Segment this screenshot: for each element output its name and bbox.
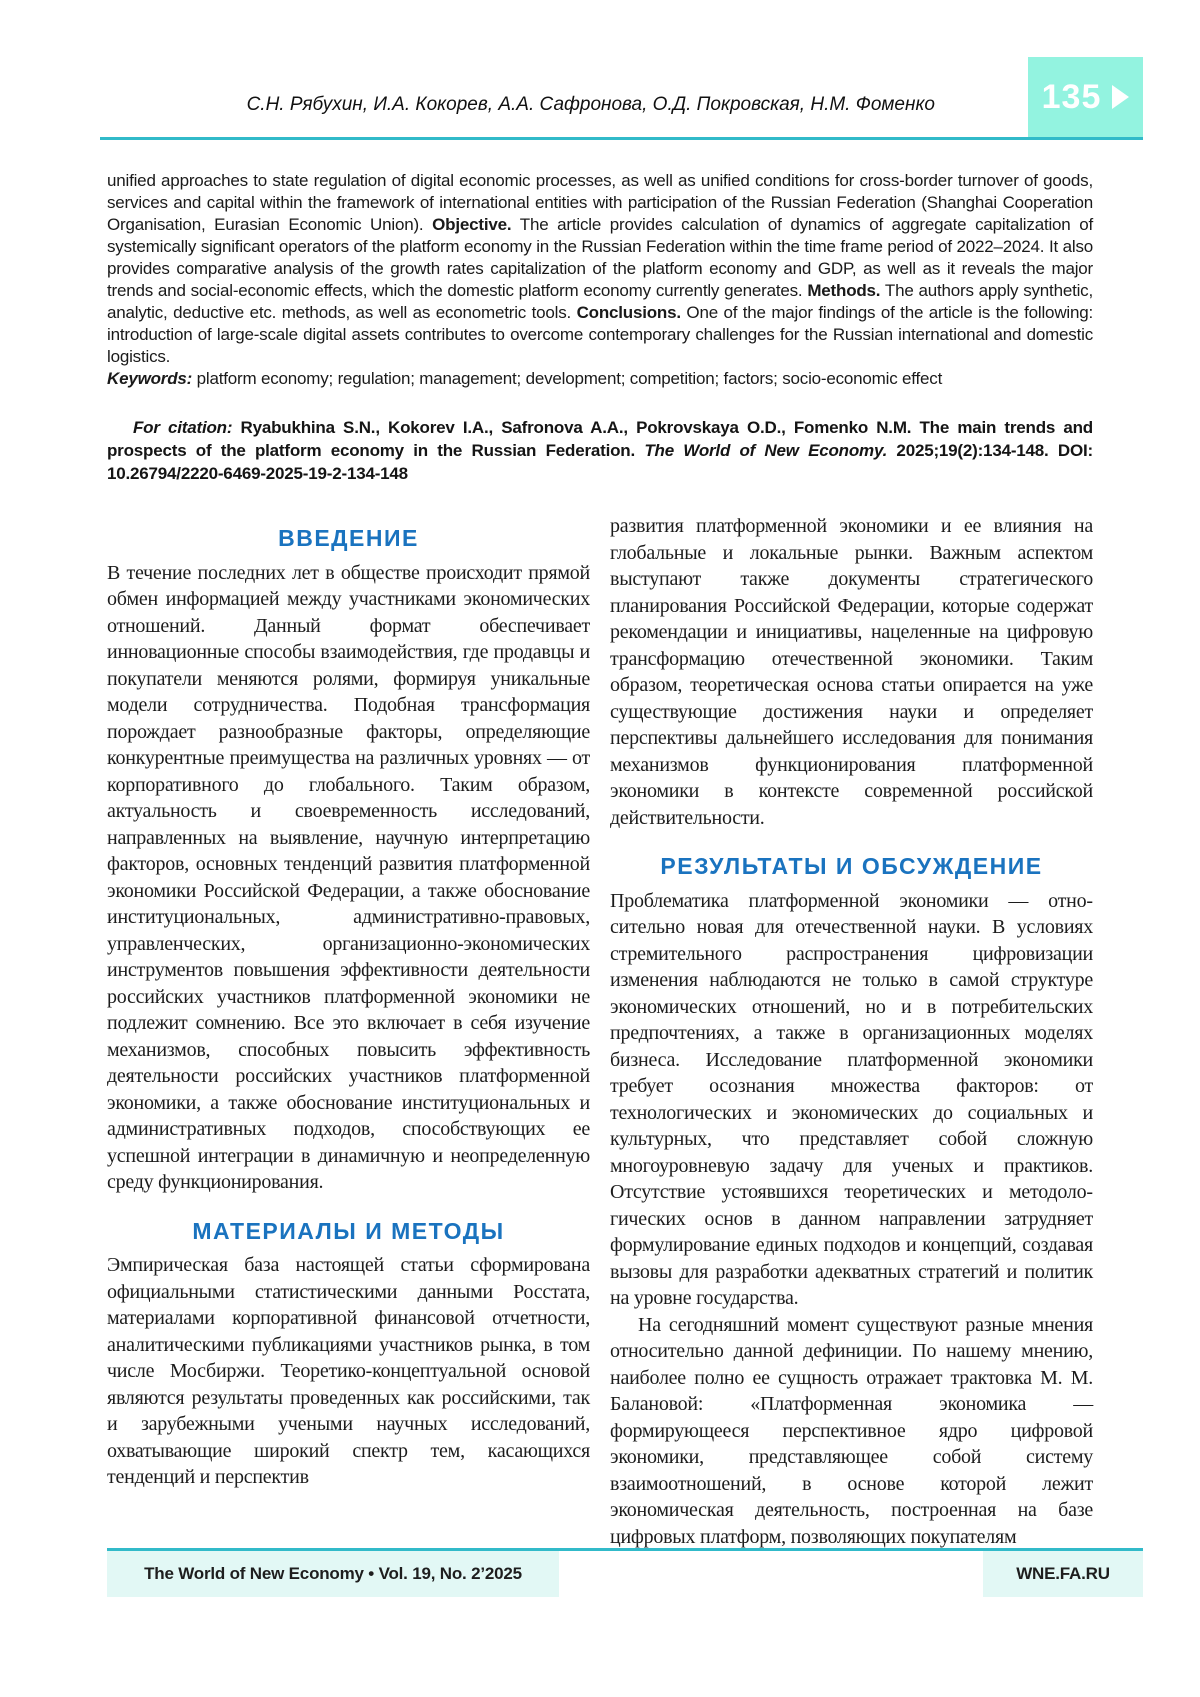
arrow-right-icon bbox=[1112, 85, 1129, 109]
right-column bbox=[610, 513, 1093, 1550]
intro-paragraph: В течение последних лет в обществе происходит прямой обмен информацией между участниками экономических отношений. Данный формат обеспечивает инновационные способы взаимодействия, где продавцы и покупатели меняются ролями, формируя уникальные модели сотрудничества. Подобная трансформация порождает разнообразные факторы, определяющие конкурентные преимущества на различных уровнях — от корпоративного до глобального. Таким образом, актуальность и своевременность исследований, направленных на выявление, научную интерпретацию факторов, основных тенденций развития платформенной экономики Российской Федерации, а также обоснование институциональных, административно-правовых, управленческих, организационно-экономических инструментов повышения эффективности деятельности российских участников платформенной экономики не подлежит сомнению. Все это включает в себя изучение механизмов, способных повысить эффективность деятельности российских участников платформенной экономики, а также обоснование институциональных и административных подходов, способствующих ее успешной интеграции в динамичную и неопределенную среду функционирования. bbox=[107, 561, 590, 1193]
continuation-paragraph: развития платформенной экономики и ее влияния на глобальные и локальные рынки. Важным аспектом выступают также документы стратегического планирования Российской Федерации, которые содержат рекомендации и инициативы, нацеленные на цифровую трансформацию отечественной экономики. Таким образом, теоретическая основа статьи опирается на уже существующие достижения науки и определяет перспективы дальнейшего исследования для понимания механизмов функционирования платформенной экономики в контексте современной российской действительности. bbox=[610, 515, 1093, 829]
page-number: 135 bbox=[1041, 77, 1102, 116]
conclusions-label: Conclusions. bbox=[576, 303, 681, 322]
methods-paragraph: Эмпирическая база настоящей статьи сформирована официальными статистическими данными Росстата, материалами корпоративной финансовой отчетности, аналитическими публикациями участников рынка, в том числе Мосбиржи. Теоретико-концептуальной основой являются результаты проведенных как российскими, так и зарубежными учеными научных исследований, охватывающие широкий спектр тем, касающихся тенденций и перспектив bbox=[107, 1254, 590, 1488]
results-paragraph: Проблематика платформенной экономики — относительно новая для отечественной науки. В условиях стремительного распространения цифровизации изменения наблюдаются не только в самой структуре экономических отношений, но и в потребительских предпочтениях, а также в организационных моделях бизнеса. Исследование платформенной экономики требует осознания множества факторов: от технологических и экономических до социальных и культурных, что представляет собой сложную многоуровневую задачу для ученых и практиков. Отсутствие устоявшихся теоретических и методологических основ в данном направлении затрудняет формулирование единых подходов и концепций, создавая вызовы для разработки адекватных стратегий и политик на уровне государства. bbox=[610, 889, 1093, 1309]
definition-paragraph: На сегодняшний момент существуют разные мнения относительно данной дефиниции. По нашему мнению, наиболее полно ее сущность отражает трактовка М. М. Балановой: «Платформенная экономика — формирующееся перспективное ядро цифровой экономики, представляющее собой систему взаимоотношений, в основе которой лежит экономическая деятельность, построенная на базе цифровых платформ, позволяющих покупателям bbox=[610, 1313, 1093, 1548]
keywords-line bbox=[107, 368, 1093, 390]
abstract-text-2: The article provides calculation of dynamics of aggregate capitalization of systemically significant operators of the platform economy in the Russian Federation within the time frame period of 2022–2024. It also provides comparative analysis of the growth rates capitalization of the platform economy and GDP, as well as it reveals the major trends and social-economic effects, which the domestic platform economy currently generates. bbox=[107, 215, 1093, 300]
abstract-paragraph bbox=[107, 170, 1093, 368]
authors-line: С.Н. Рябухин, И.А. Кокорев, А.А. Сафронова, О.Д. Покровская, Н.М. Фоменко bbox=[246, 94, 935, 115]
left-column bbox=[107, 513, 590, 1550]
footer-journal-box bbox=[107, 1551, 559, 1597]
footer-journal-label: The World of New Economy • Vol. 19, No. 2’2025 bbox=[144, 1564, 522, 1583]
header-rule bbox=[100, 137, 1143, 140]
citation-tail: 2025;19(2):134-148. DOI: 10.26794/2220-6469-2025-19-2-134-148 bbox=[107, 441, 1093, 483]
citation-text: Ryabukhina S.N., Kokorev I.A., Safronova A.A., Pokrovskaya O.D., Fomenko N.M. The main trends and prospects of the platform economy in the Russian Federation. bbox=[107, 418, 1093, 460]
article-body bbox=[107, 170, 1093, 1550]
methods-label: Methods. bbox=[807, 281, 881, 300]
methods-heading: МАТЕРИАЛЫ И МЕТОДЫ bbox=[192, 1217, 505, 1244]
intro-heading: ВВЕДЕНИЕ bbox=[278, 525, 419, 551]
page-number-badge bbox=[1028, 57, 1143, 137]
citation-block bbox=[107, 416, 1093, 485]
results-heading: РЕЗУЛЬТАТЫ И ОБСУЖДЕНИЕ bbox=[660, 853, 1043, 879]
abstract-text-1: unified approaches to state regulation of digital economic processes, as well as unified conditions for cross-border turnover of goods, services and capital within the framework of international entities with participation of the Russian Federation (Shanghai Cooperation Organisation, Eurasian Economic Union). bbox=[107, 171, 1093, 234]
two-column-layout bbox=[107, 513, 1093, 1550]
footer-site-box bbox=[983, 1551, 1143, 1597]
objective-label: Objective. bbox=[432, 215, 512, 234]
abstract-text-3: The authors apply synthetic, analytic, deductive etc. methods, as well as econometric tools. bbox=[107, 281, 1094, 322]
abstract-text-4: One of the major findings of the article is the following: introduction of large-scale digital assets contributes to overcome contemporary challenges for the Russian international and domestic logistics. bbox=[107, 303, 1094, 366]
footer-site-label: WNE.FA.RU bbox=[1016, 1564, 1110, 1583]
for-citation-label: For citation: bbox=[133, 418, 233, 437]
keywords-label: Keywords: bbox=[107, 369, 193, 388]
citation-journal-title: The World of New Economy. bbox=[644, 441, 888, 460]
keywords-text: platform economy; regulation; management; development; competition; factors; socio-economic effect bbox=[192, 369, 943, 388]
